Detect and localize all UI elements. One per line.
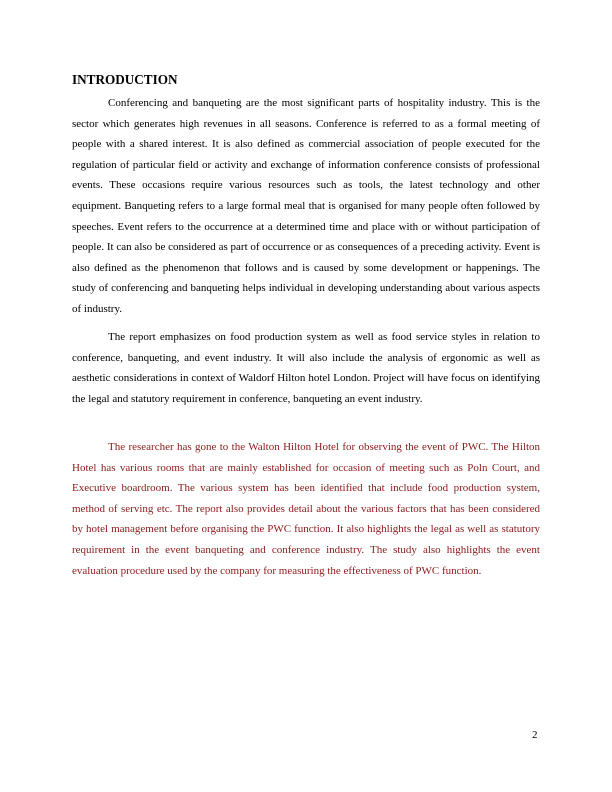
page-number: 2 <box>532 729 538 741</box>
paragraph-researcher-observation: The researcher has gone to the Walton Hilton Hotel for observing the event of PWC. The Hilton Hotel has various rooms that are mainly established for occasion of meeting such as Poln Court, and Executive boardroom. The various system has been identified that include food production system, method of serving etc. The report also provides detail about the various factors that has been considered by hotel management before organising the PWC function. It also highlights the legal as well as statutory requirement in the event banqueting and conference industry. The study also highlights the event evaluation procedure used by the company for measuring the effectiveness of PWC function. <box>72 441 540 577</box>
section-heading: INTRODUCTION <box>72 72 178 87</box>
paragraph-intro: Conferencing and banqueting are the most significant parts of hospitality industry. This is the sector which generates high revenues in all seasons. Conference is referred to as a formal meeting of people with a shared interest. It is also defined as commercial association of people executed for the regulation of particular field or activity and exchange of information conference consists of professional events. These occasions require various resources such as tools, the latest technology and other equipment. Banqueting refers to a large formal meal that is organised for many people often followed by speeches. Event refers to the occurrence at a determined time and place with or without participation of people. It can also be considered as part of occurrence or as consequences of a preceding activity. Event is also defined as the phenomenon that follows and is caused by some development or happenings. The study of conferencing and banqueting helps individual in developing understanding about various aspects of industry. <box>72 97 540 315</box>
paragraph-report-scope: The report emphasizes on food production system as well as food service styles in relation to conference, banqueting, and event industry. It will also include the analysis of ergonomic as well as aesthetic considerations in context of Waldorf Hilton hotel London. Project will have focus on identifying the legal and statutory requirement in conference, banqueting an event industry. <box>72 331 540 405</box>
